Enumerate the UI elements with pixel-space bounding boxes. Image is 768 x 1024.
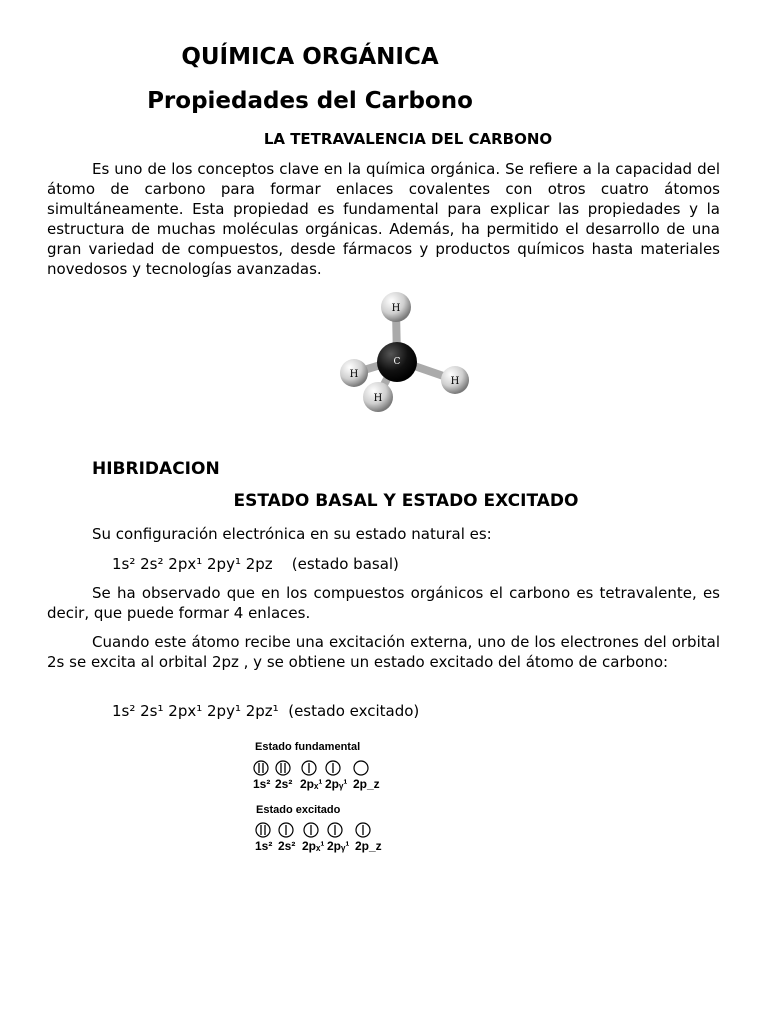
config-intro-text: Su configuración electrónica en su estado natural es:	[92, 525, 492, 543]
intro-paragraph: Es uno de los conceptos clave en la química orgánica. Se refiere a la capacidad del átomo de carbono para formar enlaces covalentes con otros cuatro átomos simultáneamente. Esta propiedad es fundamental para explicar las propiedades y la estructura de muchas moléculas orgánicas. Además, ha permitido el desarrollo de una gran variedad de compuestos, desde fármacos y productos químicos hasta materiales novedosos y tecnologías avanzadas.	[47, 160, 720, 278]
heading-estados: ESTADO BASAL Y ESTADO EXCITADO	[233, 491, 579, 511]
paragraph-excitacion: Cuando este átomo recibe una excitación externa, uno de los electrones del orbital 2s se excita al orbital 2pz , y se obtiene un estado excitado del átomo de carbono:	[47, 633, 720, 671]
heading-hibridacion: HIBRIDACION	[92, 459, 220, 479]
config-excitado-text: 1s² 2s¹ 2px¹ 2py¹ 2pz¹ (estado excitado)	[112, 702, 420, 720]
config-basal-text: 1s² 2s² 2px¹ 2py¹ 2pz (estado basal)	[112, 555, 399, 573]
orbital-label: 1s²	[253, 777, 271, 791]
orbital-label: 2pₓ¹	[300, 777, 323, 791]
methane-molecule-image	[330, 285, 480, 420]
excited-orbital-row	[256, 823, 370, 837]
fundamental-state-label: Estado fundamental	[255, 741, 361, 753]
atom-label: C	[393, 357, 401, 367]
excited-electron-arrows	[261, 825, 363, 835]
orbital-label: 2pᵧ¹	[325, 777, 348, 791]
fundamental-electron-arrows	[259, 763, 333, 773]
section-heading-tetravalencia: LA TETRAVALENCIA DEL CARBONO	[263, 130, 553, 148]
orbital-label: 2p_z	[355, 839, 382, 853]
document-subtitle: Propiedades del Carbono	[147, 88, 473, 114]
orbital-label: 1s²	[255, 839, 273, 853]
document-title: QUÍMICA ORGÁNICA	[181, 44, 439, 70]
orbital-diagram-image	[248, 736, 388, 860]
atom-label: H	[391, 303, 401, 314]
excited-state-label: Estado excitado	[256, 804, 341, 816]
paragraph-tetravalente: Se ha observado que en los compuestos orgánicos el carbono es tetravalente, es decir, que puede formar 4 enlaces.	[47, 584, 720, 622]
orbital-label: 2s²	[278, 839, 296, 853]
orbital-label: 2p_z	[353, 777, 380, 791]
orbital-label: 2s²	[275, 777, 293, 791]
orbital-label: 2pₓ¹	[302, 839, 325, 853]
orbital-label: 2pᵧ¹	[327, 839, 350, 853]
fundamental-orbital-row	[254, 761, 368, 775]
atom-label: H	[373, 393, 383, 404]
atom-label: H	[349, 369, 359, 380]
atom-label: H	[450, 376, 460, 387]
